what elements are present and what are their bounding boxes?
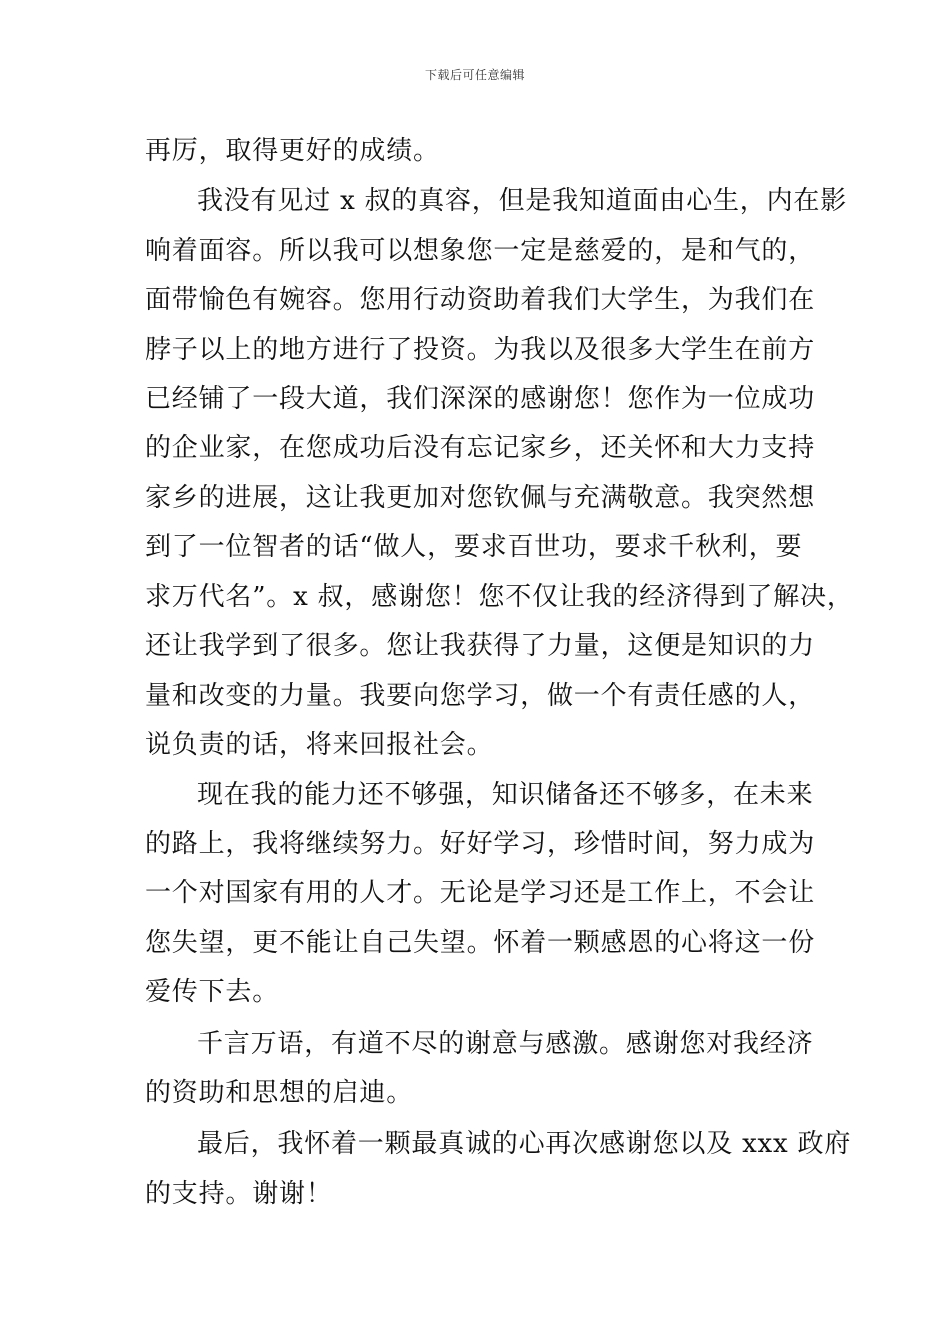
text-line: 再厉，取得更好的成绩。	[145, 136, 440, 166]
text-line: 说负责的话，将来回报社会。	[145, 730, 494, 760]
text-line: 到了一位智者的话“做人，要求百世功，要求千秋利，要	[145, 532, 803, 562]
text-line: 的路上，我将继续努力。好好学习，珍惜时间，努力成为	[145, 829, 816, 859]
text-line: 脖子以上的地方进行了投资。为我以及很多大学生在前方	[145, 335, 816, 365]
text-line: 千言万语，有道不尽的谢意与感激。感谢您对我经济	[197, 1029, 814, 1059]
text-line: 还让我学到了很多。您让我获得了力量，这便是知识的力	[145, 631, 816, 661]
text-line: 我没有见过 x 叔的真容，但是我知道面由心生，内在影	[197, 186, 847, 216]
text-line: 的资助和思想的启迪。	[145, 1078, 414, 1108]
text-line: 量和改变的力量。我要向您学习，做一个有责任感的人，	[145, 681, 816, 711]
text-line: 的企业家，在您成功后没有忘记家乡，还关怀和大力支持	[145, 433, 816, 463]
page-header: 下载后可任意编辑	[424, 68, 525, 82]
text-line: 的支持。谢谢！	[145, 1179, 333, 1209]
text-line: 最后，我怀着一颗最真诚的心再次感谢您以及 xxx 政府	[197, 1129, 852, 1159]
text-line: 一个对国家有用的人才。无论是学习还是工作上，不会让	[145, 878, 816, 908]
text-line: 爱传下去。	[145, 977, 280, 1007]
text-line: 求万代名”。x 叔，感谢您！您不仅让我的经济得到了解决，	[145, 582, 854, 612]
text-line: 您失望，更不能让自己失望。怀着一颗感恩的心将这一份	[145, 928, 816, 958]
text-line: 响着面容。所以我可以想象您一定是慈爱的，是和气的，	[145, 236, 816, 266]
text-line: 已经铺了一段大道，我们深深的感谢您！您作为一位成功	[145, 384, 816, 414]
text-line: 面带愉色有婉容。您用行动资助着我们大学生，为我们在	[145, 285, 816, 315]
text-line: 家乡的进展，这让我更加对您钦佩与充满敬意。我突然想	[145, 483, 816, 513]
text-line: 现在我的能力还不够强，知识储备还不够多，在未来	[197, 780, 814, 810]
